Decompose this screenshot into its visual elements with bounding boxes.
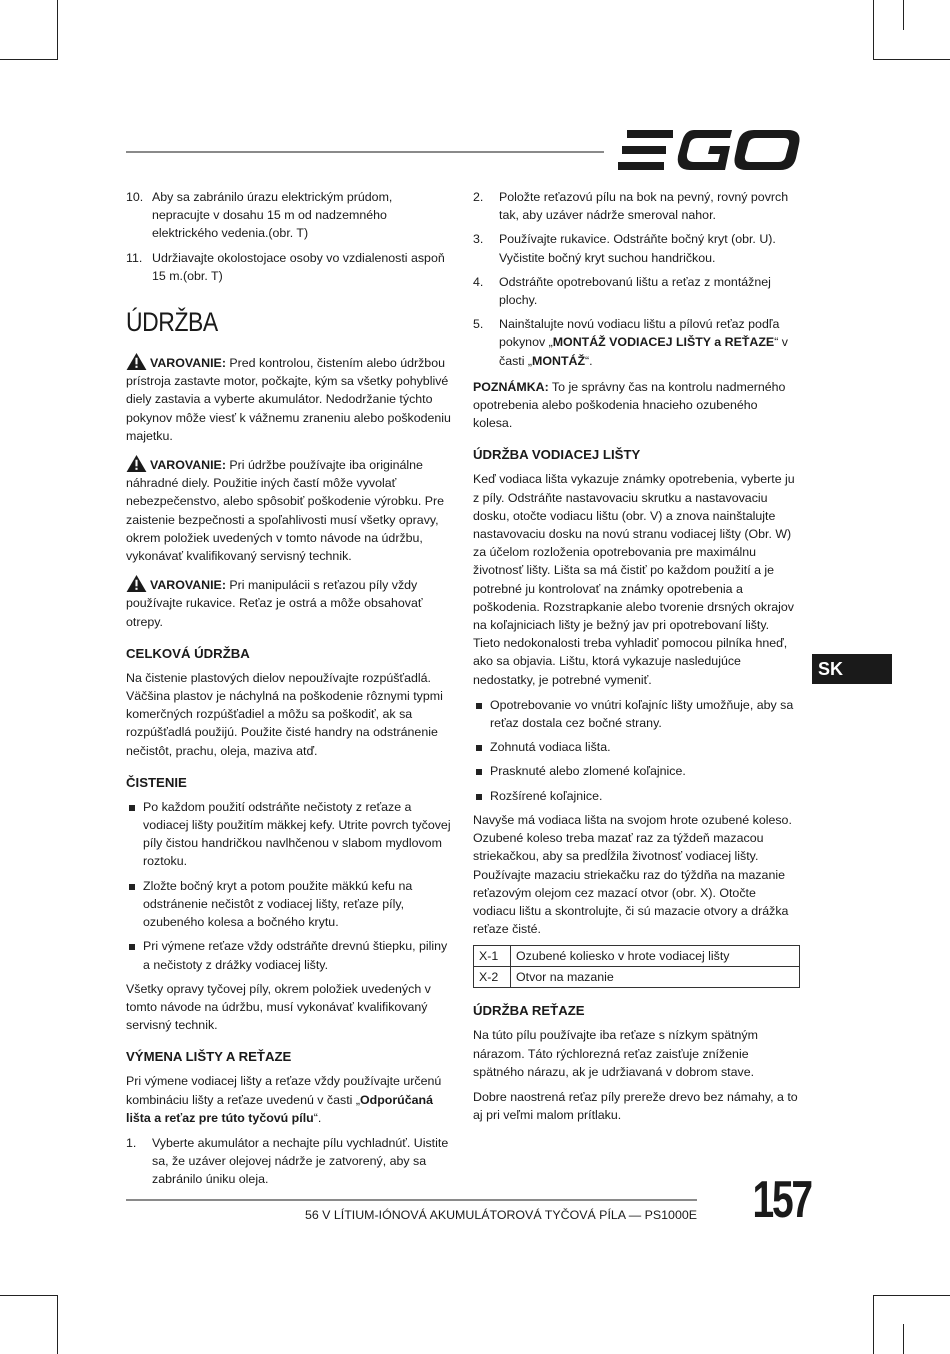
legend-value: Ozubené koliesko v hrote vodiacej lišty (511, 946, 800, 967)
text-bold: MONTÁŽ (532, 353, 586, 368)
list-item (473, 696, 799, 732)
bar-maintenance-text-2: Navyše má vodiaca lišta na svojom hrote ozubené koleso. Ozubené koleso treba mazať raz za týždeň mazacou striekačkou, aby sa predĺžila životnosť vodiacej lišty. Používajte mazaciu striekačku raz do týždňa na mazanie reťazovým olejom cez mazací otvor (obr. X). Otočte vodiacu lištu a skontrolujte, či sú mazacie otvory a drážka reťaze čisté. (473, 812, 792, 937)
bullet-square-icon (126, 798, 143, 871)
legend-key: X-2 (474, 967, 511, 988)
list-item (473, 315, 799, 370)
section-title: ÚDRŽBA (126, 307, 218, 338)
item-text: Po každom použití odstráňte nečistoty z reťaze a vodiacej lišty použitím mäkkej kefy. Utrite povrch tyčovej píly čistou handričkou navlhčenou v slabom mydlovom roztoku. (143, 799, 451, 869)
list-item (126, 937, 452, 973)
list-item (126, 877, 452, 932)
brand-logo (618, 128, 800, 172)
crop-mark (0, 1295, 58, 1296)
replace-text (126, 1072, 452, 1127)
bullet-square-icon (473, 696, 490, 732)
replace-heading: VÝMENA LIŠTY A REŤAZE (126, 1049, 292, 1065)
crop-mark (903, 0, 904, 30)
item-number: 10. (126, 190, 144, 204)
item-number: 5. (473, 317, 484, 332)
warning-block (126, 353, 452, 445)
replace-text-part: “. (313, 1110, 322, 1125)
general-maintenance-heading: CELKOVÁ ÚDRŽBA (126, 645, 250, 661)
item-number: 2. (473, 190, 484, 204)
text-part: Nainštalujte novú vodiacu lištu a pílovú reťaz podľa pokynov „ (499, 317, 780, 350)
header-rule (126, 151, 604, 153)
bullet-square-icon (473, 787, 490, 805)
crop-mark (903, 1324, 904, 1354)
crop-mark (873, 1295, 950, 1296)
page-number: 157 (752, 1171, 811, 1229)
replace-text-bold: Odporúčaná lišta a reťaz pre túto tyčovú pílu (126, 1092, 433, 1125)
text-bold: MONTÁŽ VODIACEJ LIŠTY a REŤAZE (552, 335, 775, 350)
item-text: Zohnutá vodiaca lišta. (490, 740, 611, 755)
cleaning-text: Všetky opravy tyčovej píly, okrem položiek uvedených v tomto návode na údržbu, musí vykonávať kvalifikovaný servisný technik. (126, 981, 431, 1033)
item-text: Rozšírené koľajnice. (490, 788, 603, 803)
item-text: Položte reťazovú pílu na bok na pevný, rovný povrch tak, aby uzáver nádrže smeroval nahor. (499, 190, 789, 223)
footer-text: 56 V LÍTIUM-IÓNOVÁ AKUMULÁTOROVÁ TYČOVÁ PÍLA — PS1000E (304, 1208, 697, 1222)
cleaning-heading: ČISTENIE (126, 774, 187, 790)
bullet-square-icon (126, 937, 143, 973)
list-item (473, 738, 799, 756)
crop-mark (873, 0, 874, 60)
legend-value: Otvor na mazanie (511, 967, 800, 988)
item-number: 4. (473, 274, 484, 289)
warning-triangle-icon (126, 455, 147, 472)
warning-block (126, 575, 452, 631)
bullet-square-icon (473, 762, 490, 780)
figure-legend-table (473, 945, 800, 988)
general-maintenance-text: Na čistenie plastových dielov nepoužívajte rozpúšťadlá. Väčšina plastov je náchylná na poškodenie rôznymi typmi komerčných rozpúšťadiel a môžu sa poškodiť, ak sa rozpúšťadlá použijú. Použite čisté handry na odstránenie nečistôt, prachu, oleja, maziva atď. (126, 670, 443, 758)
item-text (499, 315, 799, 370)
crop-mark (0, 59, 58, 60)
warning-text: Pred kontrolou, čistením alebo údržbou prístroja zastavte motor, počkajte, kým sa všetky pohyblivé diely zastavia a vyberte akumulátor. Nedodržanie týchto pokynov môže viesť k vážnemu zraneniu alebo poškodeniu majetku. (126, 356, 451, 443)
warning-label: VAROVANIE: (150, 458, 226, 473)
warning-label: VAROVANIE: (150, 356, 226, 371)
bullet-square-icon (473, 738, 490, 756)
footer-rule (126, 1199, 697, 1201)
crop-mark (873, 59, 950, 60)
note-block (473, 378, 799, 433)
list-item (473, 273, 799, 309)
chain-maintenance-heading: ÚDRŽBA REŤAZE (473, 1003, 585, 1019)
warning-block (126, 455, 452, 565)
item-number: 11. (126, 250, 143, 265)
bullet-square-icon (126, 877, 143, 932)
warning-label: VAROVANIE: (150, 578, 226, 593)
item-text: Vyberte akumulátor a nechajte pílu vychladnúť. Uistite sa, že uzáver olejovej nádrže je zatvorený, aby sa zabránilo úniku oleja. (152, 1135, 449, 1187)
list-item (126, 1134, 452, 1189)
item-number: 3. (473, 232, 484, 247)
language-tab: SK (812, 654, 892, 684)
bar-maintenance-heading: ÚDRŽBA VODIACEJ LIŠTY (473, 447, 641, 463)
text-part: “ v časti „ (499, 335, 788, 368)
item-text: Používajte rukavice. Odstráňte bočný kryt (obr. U). Vyčistite bočný kryt suchou handričkou. (499, 232, 776, 265)
chain-maintenance-text: Na túto pílu používajte iba reťaze s nízkym spätným nárazom. Táto rýchlorezná reťaz zaisťuje zníženie spätného nárazu, ak je udržiavaná v dobrom stave. (473, 1028, 758, 1079)
list-item (126, 188, 452, 243)
text-part: “. (585, 353, 593, 368)
list-item (473, 762, 799, 780)
list-item (473, 188, 799, 224)
item-text: Opotrebovanie vo vnútri koľajníc lišty umožňuje, aby sa reťaz dostala cez bočné strany. (490, 697, 794, 731)
item-text: Odstráňte opotrebovanú lištu a reťaz z montážnej plochy. (499, 274, 771, 308)
warning-triangle-icon (126, 353, 147, 370)
warning-triangle-icon (126, 575, 147, 592)
table-row (474, 967, 800, 988)
note-label: POZNÁMKA: (473, 379, 549, 394)
list-item (473, 230, 799, 266)
list-item (126, 249, 452, 285)
crop-mark (57, 1295, 58, 1354)
replace-text-part: Pri výmene vodiacej lišty a reťaze vždy používajte určenú kombináciu lišty a reťaze uvedenú v časti „ (126, 1074, 442, 1107)
item-text: Prasknuté alebo zlomené koľajnice. (490, 764, 686, 779)
left-column (126, 188, 452, 1195)
legend-key: X-1 (474, 946, 511, 967)
note-text: To je správny čas na kontrolu nadmerného opotrebenia alebo poškodenia hnacieho ozubeného kolesa. (473, 379, 786, 431)
warning-text: Pri manipulácii s reťazou píly vždy používajte rukavice. Reťaz je ostrá a môže obsahovať otrepy. (126, 578, 423, 629)
item-text: Pri výmene reťaze vždy odstráňte drevnú štiepku, piliny a nečistoty z drážky vodiacej lišty. (143, 939, 448, 972)
crop-mark (57, 0, 58, 60)
item-text: Zložte bočný kryt a potom použite mäkkú kefu na odstránenie nečistôt z vodiacej lišty, reťaze píly, ozubeného kolesa a bočného krytu. (143, 878, 413, 930)
right-column (473, 188, 799, 1131)
item-text: Aby sa zabránilo úrazu elektrickým prúdom, nepracujte v dosahu 15 m od nadzemného elektrického vedenia.(obr. T) (152, 190, 393, 241)
table-row (474, 946, 800, 967)
crop-mark (873, 1295, 874, 1354)
item-number: 1. (126, 1135, 137, 1150)
list-item (126, 798, 452, 871)
warning-text: Pri údržbe používajte iba originálne náhradné diely. Použitie iných častí môže vyvolať nebezpečenstvo, alebo spôsobiť poškodenie výrobku. Pre zaistenie bezpečnosti a spoľahlivosti musí všetky opravy, okrem položiek uvedených v tomto návode na údržbu, vykonávať kvalifikovaný servisný technik. (126, 458, 445, 564)
bar-maintenance-text: Keď vodiaca lišta vykazuje známky opotrebenia, vyberte ju z píly. Odstráňte nastavovaciu skrutku a nastavovaciu dosku, otočte vodiacu lištu (obr. V) a znova nainštalujte nastavovaciu dosku na novú stranu vodiacej lišty (Obr. W) za účelom rozloženia opotrebovania pre maximálnu životnosť lišty. Lišta sa má čistiť po každom použití a je potrebné ju kontrolovať na známky opotrebenia a poškodenia. Rozstrapkanie alebo tvorenie drsných okrajov na koľajniciach lišty je bežný jav pri opotrebovaní lišty. Tieto nedokonalosti treba vyhladiť pomocou pilníka hneď, ako sa objavia. Lištu, ktorá vykazuje nasledujúce nedostatky, je potrebné vymeniť. (473, 472, 795, 687)
item-text: Udržiavajte okolostojace osoby vo vzdialenosti aspoň 15 m.(obr. T) (152, 250, 445, 283)
chain-maintenance-text-2: Dobre naostrená reťaz píly prereže drevo bez námahy, a to aj pri veľmi malom prítlaku. (473, 1089, 798, 1123)
list-item (473, 787, 799, 805)
